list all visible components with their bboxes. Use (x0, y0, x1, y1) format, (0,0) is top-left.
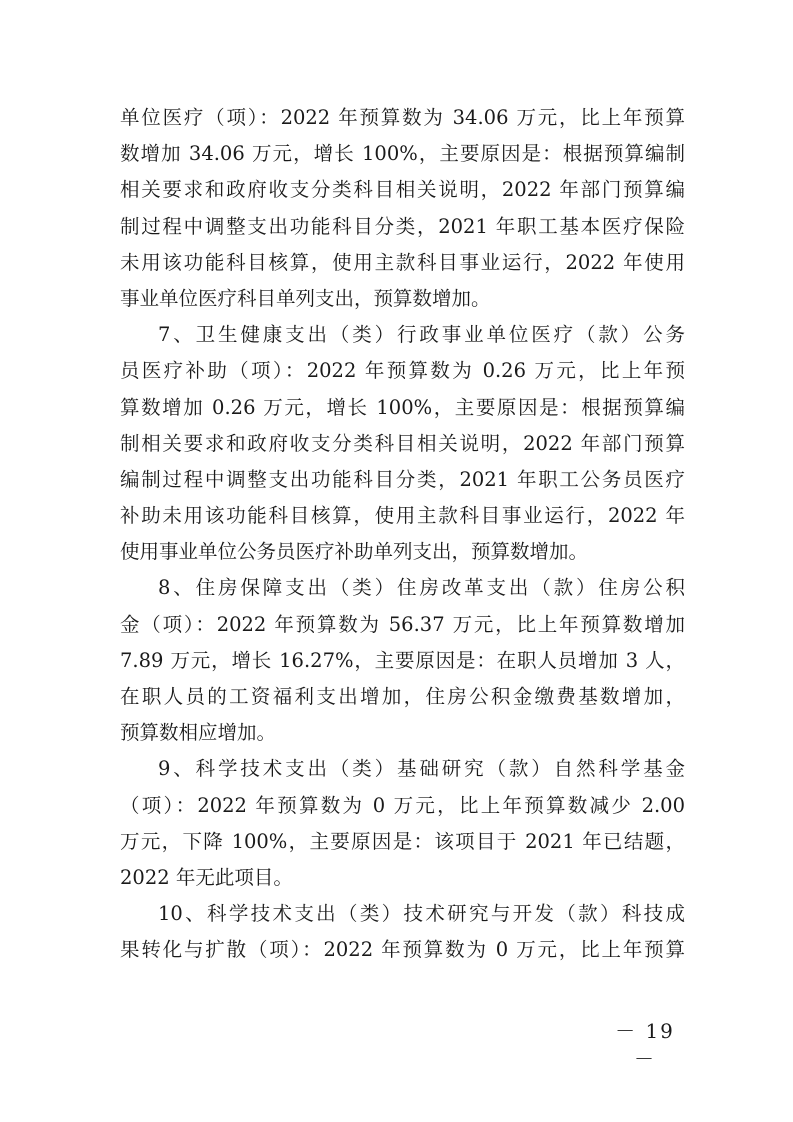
text-line: 9、科学技术支出（类）基础研究（款）自然科学基金 (158, 757, 685, 781)
text-line: 员医疗补助（项）：2022 年预算数为 0.26 万元，比上年预 (120, 359, 685, 383)
text-line: 补助未用该功能科目核算，使用主款科目事业运行，2022 年 (120, 504, 685, 528)
paragraph-health-unit-medical (120, 100, 685, 317)
paragraph-item-7 (120, 317, 685, 570)
text-line: 制相关要求和政府收支分类科目相关说明，2022 年部门预算 (120, 431, 685, 455)
text-line: （项）：2022 年预算数为 0 万元，比上年预算数减少 2.00 (120, 793, 685, 817)
paragraph-item-9 (120, 751, 685, 896)
text-line: 10、科学技术支出（类）技术研究与开发（款）科技成 (158, 902, 685, 926)
text-line: 预算数相应增加。 (120, 721, 277, 745)
text-line: 编制过程中调整支出功能科目分类，2021 年职工公务员医疗 (120, 467, 685, 491)
text-line: 相关要求和政府收支分类科目相关说明，2022 年部门预算编 (120, 178, 685, 202)
text-line: 未用该功能科目核算，使用主款科目事业运行，2022 年使用 (120, 250, 685, 274)
text-line: 7、卫生健康支出（类）行政事业单位医疗（款）公务 (158, 323, 685, 347)
text-line: 8、住房保障支出（类）住房改革支出（款）住房公积 (158, 576, 685, 600)
text-line: 果转化与扩散（项）：2022 年预算数为 0 万元，比上年预算 (120, 938, 685, 962)
text-line: 在职人员的工资福利支出增加，住房公积金缴费基数增加， (120, 685, 685, 708)
text-line: 单位医疗（项）：2022 年预算数为 34.06 万元，比上年预算 (120, 106, 685, 129)
text-line: 事业单位医疗科目单列支出，预算数增加。 (120, 286, 491, 310)
paragraph-item-8 (120, 570, 685, 751)
text-line: 金（项）：2022 年预算数为 56.37 万元，比上年预算数增加 (120, 612, 685, 636)
text-line: 万元，下降 100%，主要原因是：该项目于 2021 年已结题， (120, 829, 685, 853)
text-line: 制过程中调整支出功能科目分类，2021 年职工基本医疗保险 (120, 214, 685, 238)
text-line: 7.89 万元，增长 16.27%，主要原因是：在职人员增加 3 人， (120, 648, 685, 672)
page-number: － 19 － (615, 1019, 675, 1071)
text-line: 2022 年无此项目。 (120, 865, 293, 889)
text-line: 使用事业单位公务员医疗补助单列支出，预算数增加。 (120, 540, 589, 564)
document-body (120, 100, 685, 969)
text-line: 数增加 34.06 万元，增长 100%，主要原因是：根据预算编制 (120, 142, 685, 166)
text-line: 算数增加 0.26 万元，增长 100%，主要原因是：根据预算编 (120, 395, 685, 419)
paragraph-item-10 (120, 896, 685, 968)
